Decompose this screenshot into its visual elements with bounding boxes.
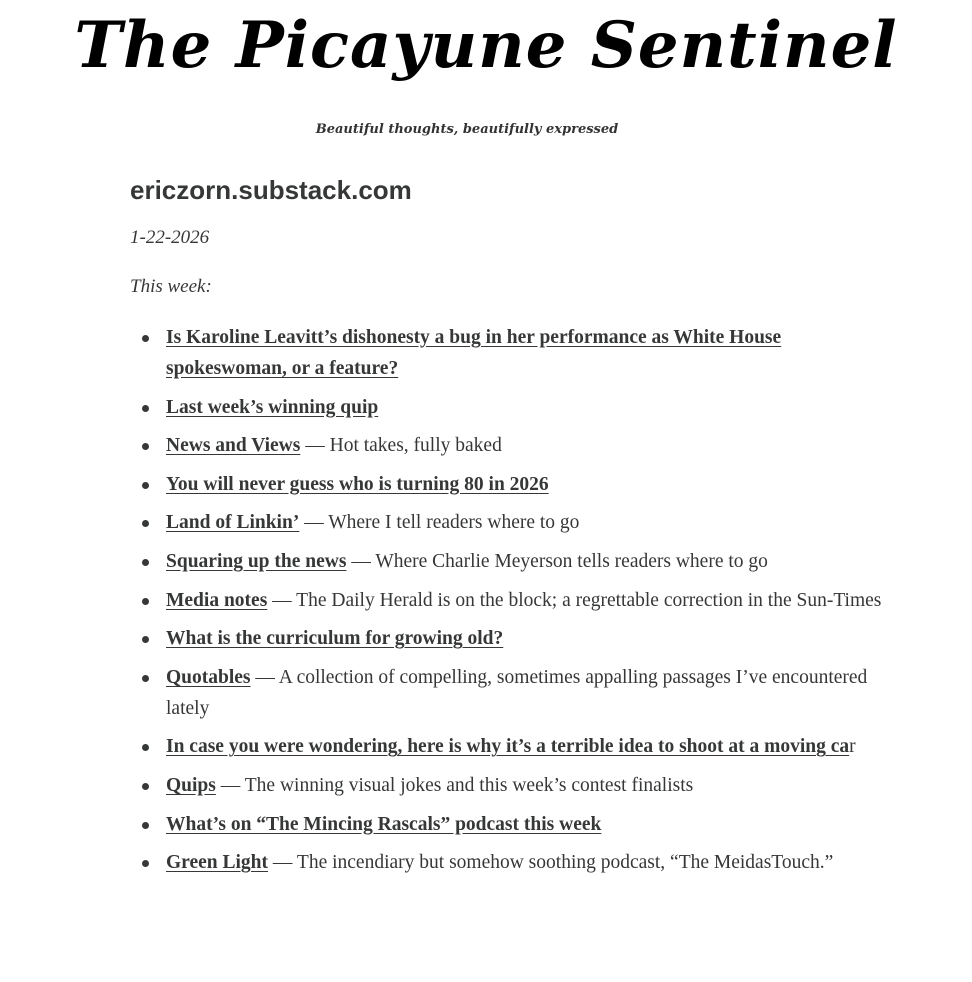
item-link[interactable]: What’s on “The Mincing Rascals” podcast this week bbox=[166, 813, 602, 835]
item-description: — The incendiary but somehow soothing podcast, “The MeidasTouch.” bbox=[268, 852, 834, 874]
item-link[interactable]: Green Light bbox=[166, 852, 269, 874]
item-description: — A collection of compelling, sometimes appalling passages I’ve encountered lately bbox=[166, 666, 868, 719]
list-item bbox=[166, 546, 886, 577]
list-item bbox=[166, 469, 886, 500]
list-item bbox=[166, 322, 886, 384]
masthead-title: The Picayune Sentinel bbox=[74, 8, 898, 83]
masthead-tagline: Beautiful thoughts, beautifully expressed bbox=[315, 122, 619, 137]
item-link[interactable]: In case you were wondering, here is why it’s a terrible idea to shoot at a moving ca bbox=[166, 736, 850, 758]
list-item bbox=[166, 430, 886, 461]
item-description: — The winning visual jokes and this week’s contest finalists bbox=[215, 774, 694, 796]
list-item bbox=[166, 770, 886, 801]
list-item bbox=[166, 662, 886, 724]
list-item bbox=[166, 507, 886, 538]
list-item bbox=[166, 623, 886, 654]
item-description: — Where Charlie Meyerson tells readers where to go bbox=[346, 550, 768, 572]
item-link[interactable]: Quotables bbox=[166, 666, 251, 688]
item-link[interactable]: What is the curriculum for growing old? bbox=[166, 628, 504, 650]
intro-text: This week: bbox=[130, 276, 212, 297]
item-link[interactable]: Quips bbox=[166, 774, 216, 796]
contents-list bbox=[130, 322, 886, 886]
item-description: — Where I tell readers where to go bbox=[299, 512, 580, 534]
post-date: 1-22-2026 bbox=[130, 227, 210, 248]
site-title: ericzorn.substack.com bbox=[130, 175, 412, 205]
item-link[interactable]: You will never guess who is turning 80 in 2026 bbox=[166, 473, 549, 495]
list-item bbox=[166, 809, 886, 840]
list-item bbox=[166, 585, 886, 616]
list-item bbox=[166, 847, 886, 878]
item-link[interactable]: Squaring up the news bbox=[166, 550, 347, 572]
list-item bbox=[166, 731, 886, 762]
item-link[interactable]: Media notes bbox=[166, 589, 268, 611]
item-link[interactable]: Is Karoline Leavitt’s dishonesty a bug in her performance as White House spokeswoman, or a feature? bbox=[166, 327, 782, 379]
list-item bbox=[166, 392, 886, 423]
item-link[interactable]: Last week’s winning quip bbox=[166, 396, 379, 418]
item-link[interactable]: Land of Linkin’ bbox=[166, 512, 300, 534]
item-description: r bbox=[849, 736, 856, 758]
item-link[interactable]: News and Views bbox=[166, 435, 301, 457]
item-description: — The Daily Herald is on the block; a regrettable correction in the Sun-Times bbox=[267, 589, 882, 611]
item-description: — Hot takes, fully baked bbox=[300, 435, 502, 457]
